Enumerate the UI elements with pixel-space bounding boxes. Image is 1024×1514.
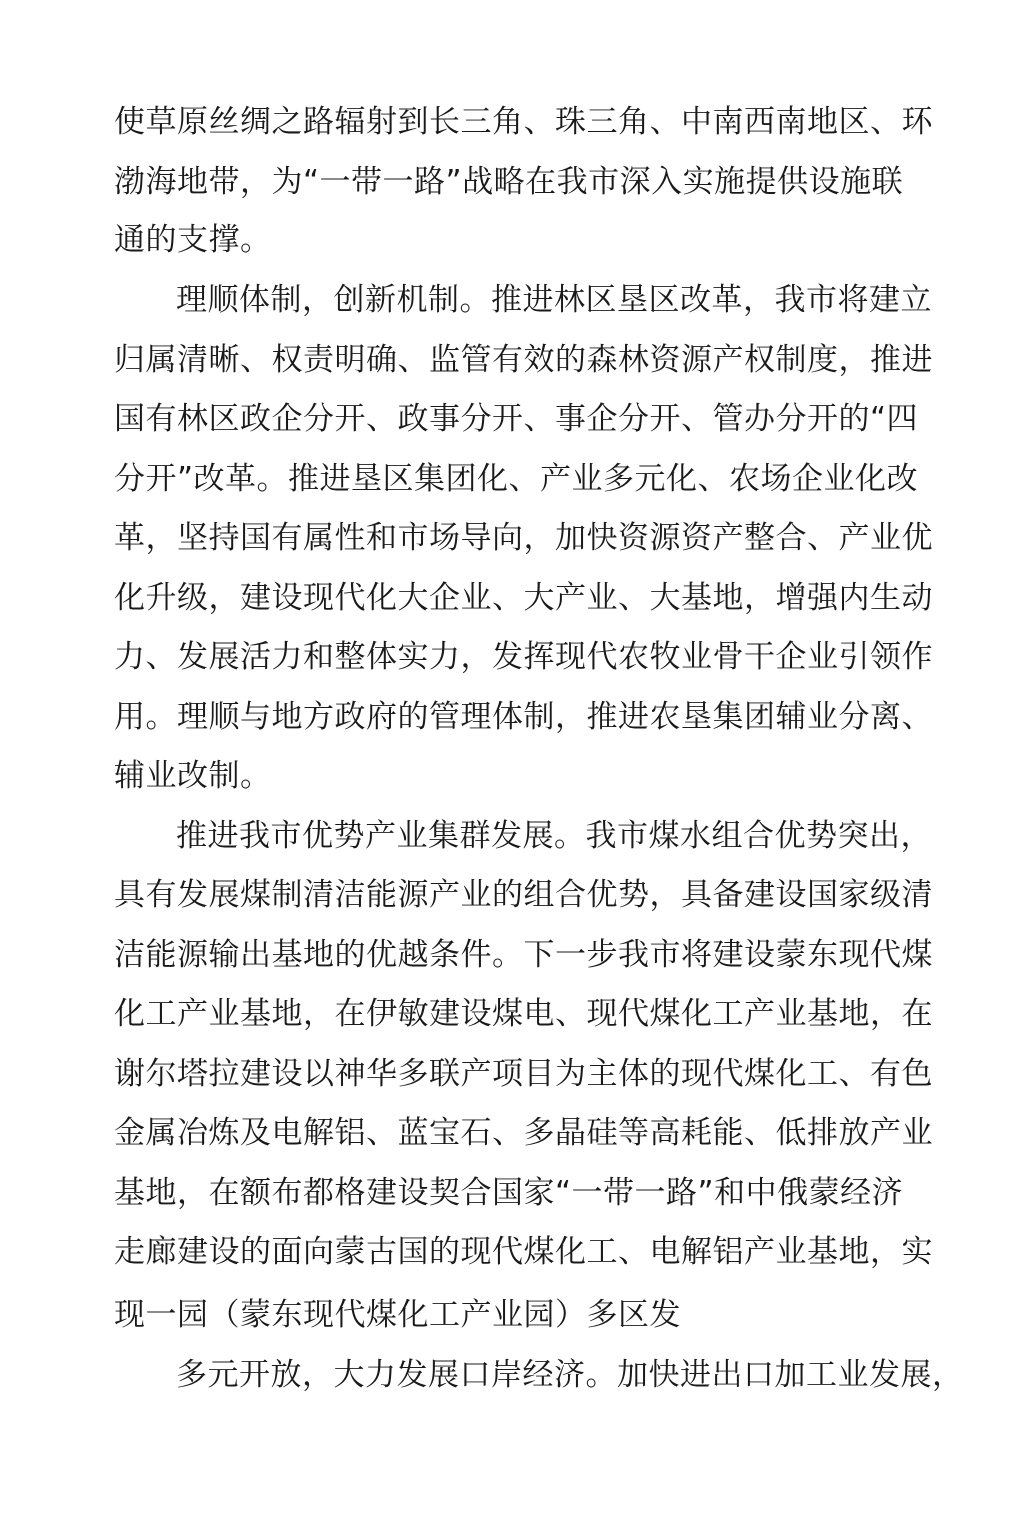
text-line: 现一园（蒙东现代煤化工产业园）多区发 bbox=[114, 1297, 681, 1333]
text-line: 用。理顺与地方政府的管理体制，推进农垦集团辅业分离、 bbox=[114, 699, 933, 735]
text-line: 洁能源输出基地的优越条件。下一步我市将建设蒙东现代煤 bbox=[114, 937, 933, 973]
paragraph-first-line: 理顺体制，创新机制。推进林区垦区改革，我市将建立 bbox=[176, 282, 932, 318]
text-line: 化工产业基地，在伊敏建设煤电、现代煤化工产业基地，在 bbox=[114, 996, 933, 1032]
paragraph-first-line: 多元开放，大力发展口岸经济。加快进出口加工业发展， bbox=[176, 1357, 964, 1393]
text-line: 力、发展活力和整体实力，发挥现代农牧业骨干企业引领作 bbox=[114, 639, 933, 675]
text-line: 渤海地带，为“一带一路”战略在我市深入实施提供设施联 bbox=[114, 164, 904, 200]
text-line: 走廊建设的面向蒙古国的现代煤化工、电解铝产业基地，实 bbox=[114, 1234, 933, 1270]
text-line: 通的支撑。 bbox=[114, 222, 272, 258]
text-line: 使草原丝绸之路辐射到长三角、珠三角、中南西南地区、环 bbox=[114, 104, 933, 140]
text-line: 分开”改革。推进垦区集团化、产业多元化、农场企业化改 bbox=[114, 461, 919, 497]
text-line: 具有发展煤制清洁能源产业的组合优势，具备建设国家级清 bbox=[114, 877, 933, 913]
text-line: 辅业改制。 bbox=[114, 758, 272, 794]
text-line: 化升级，建设现代化大企业、大产业、大基地，增强内生动 bbox=[114, 580, 933, 616]
text-line: 国有林区政企分开、政事分开、事企分开、管办分开的“四 bbox=[114, 401, 919, 437]
text-line: 归属清晰、权责明确、监管有效的森林资源产权制度，推进 bbox=[114, 342, 933, 378]
text-line: 革，坚持国有属性和市场导向，加快资源资产整合、产业优 bbox=[114, 520, 933, 556]
paragraph-first-line: 推进我市优势产业集群发展。我市煤水组合优势突出， bbox=[176, 818, 932, 854]
text-line: 谢尔塔拉建设以神华多联产项目为主体的现代煤化工、有色 bbox=[114, 1056, 933, 1092]
text-line: 基地，在额布都格建设契合国家“一带一路”和中俄蒙经济 bbox=[114, 1175, 904, 1211]
text-line: 金属冶炼及电解铝、蓝宝石、多晶硅等高耗能、低排放产业 bbox=[114, 1115, 933, 1151]
